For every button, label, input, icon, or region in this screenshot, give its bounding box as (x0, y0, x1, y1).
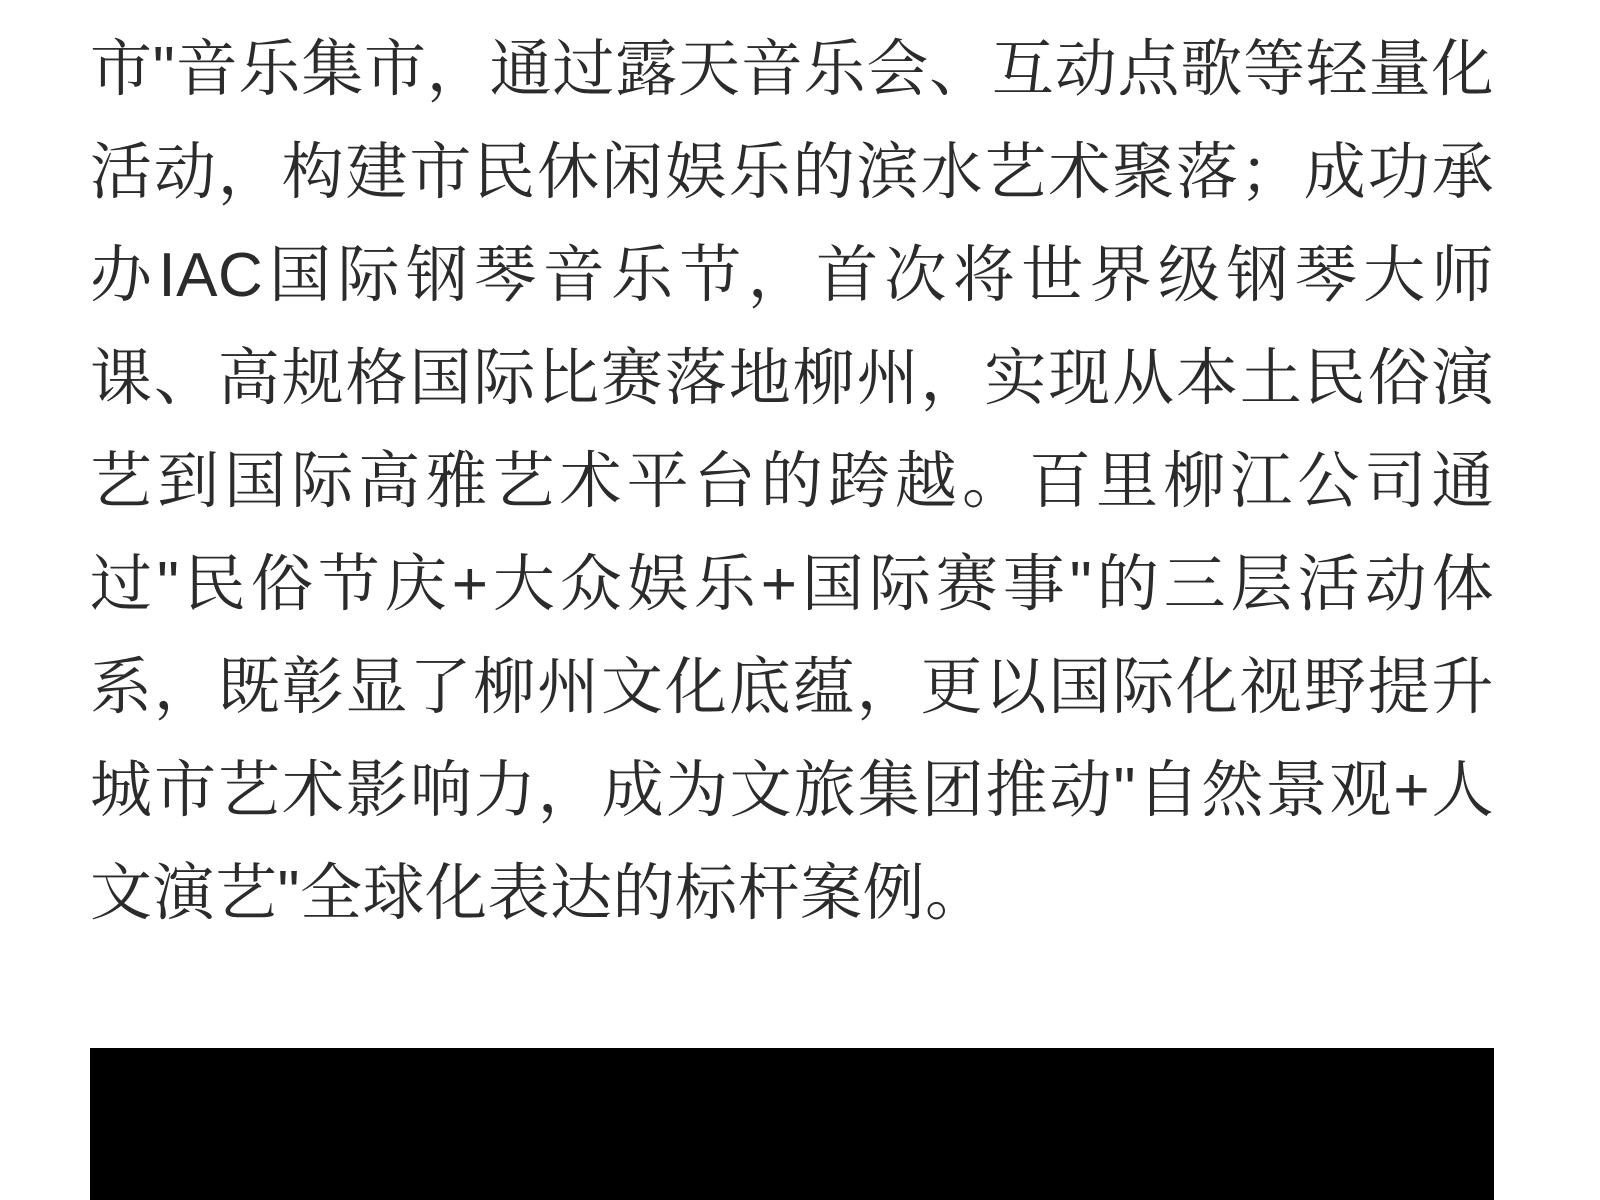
black-image-band (90, 1048, 1494, 1200)
paragraph-text: 市"音乐集市，通过露天音乐会、互动点歌等轻量化活动，构建市民休闲娱乐的滨水艺术聚落；成功承办IAC国际钢琴音乐节，首次将世界级钢琴大师课、高规格国际比赛落地柳州，实现从本土民俗演艺到国际高雅艺术平台的跨越。百里柳江公司通过"民俗节庆+大众娱乐+国际赛事"的三层活动体系，既彰显了柳州文化底蕴，更以国际化视野提升城市艺术影响力，成为文旅集团推动"自然景观+人文演艺"全球化表达的标杆案例。 (90, 35, 1494, 928)
